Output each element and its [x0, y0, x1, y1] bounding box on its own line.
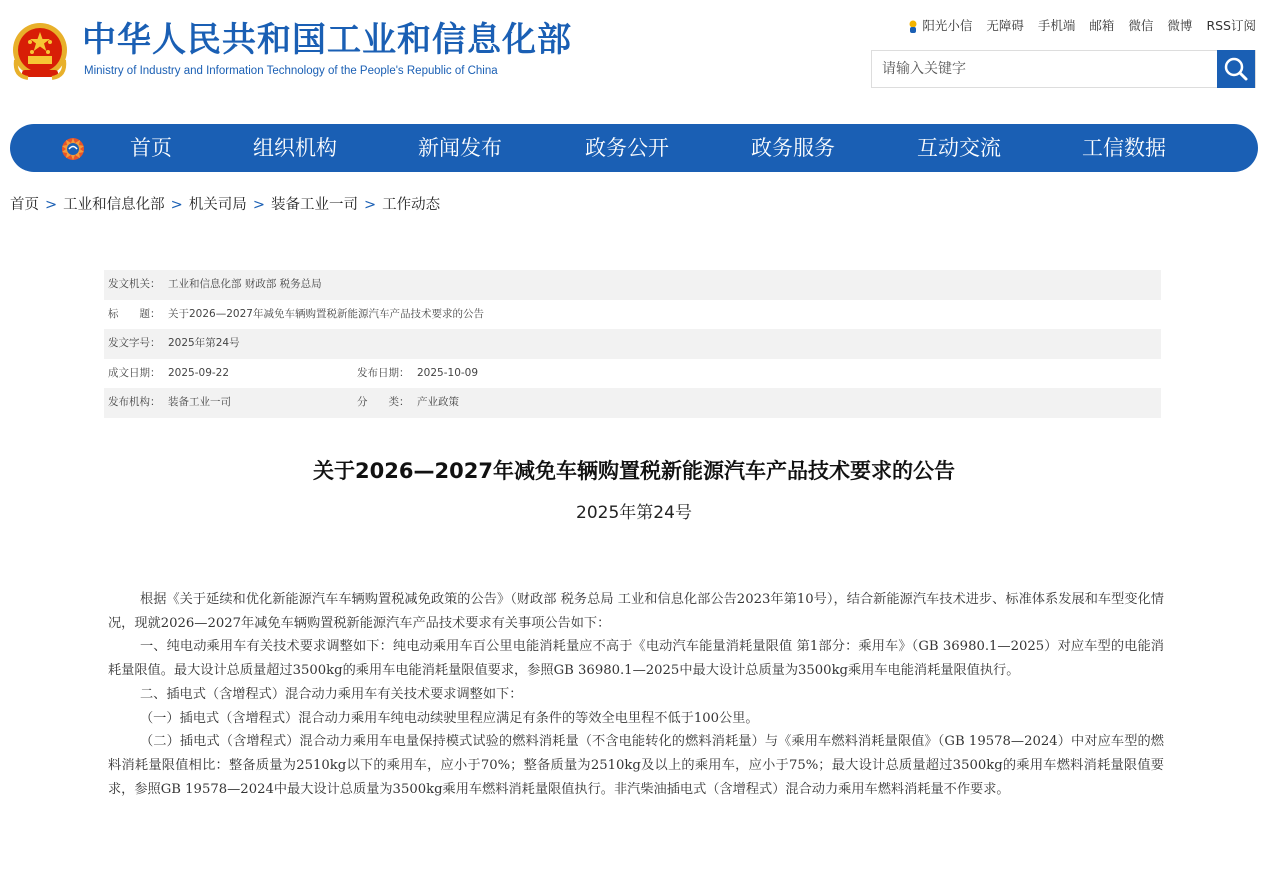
top-link-label: 阳光小信 [922, 18, 973, 33]
top-link-weibo[interactable]: 微博 [1167, 18, 1193, 33]
nav-data[interactable]: 工信数据 [1082, 136, 1166, 160]
meta-doc-no-label: 发文字号： [108, 337, 161, 349]
breadcrumb-separator: > [170, 197, 183, 213]
top-link-rss[interactable]: RSS订阅 [1206, 18, 1256, 33]
top-link-wechat[interactable]: 微信 [1128, 18, 1154, 33]
breadcrumb-departments[interactable]: 机关司局 [188, 197, 247, 213]
breadcrumb-separator: > [363, 197, 377, 213]
body-paragraph: 二、插电式（含增程式）混合动力乘用车有关技术要求调整如下： [140, 686, 523, 702]
meta-published-value: 2025-10-09 [417, 366, 479, 379]
search-button[interactable] [1217, 50, 1255, 88]
main-nav [10, 124, 1258, 172]
top-link-mobile[interactable]: 手机端 [1037, 18, 1076, 33]
meta-org-value: 装备工业一司 [168, 396, 231, 408]
body-paragraph: 根据《关于延续和优化新能源汽车车辆购置税减免政策的公告》（财政部 税务总局 工业和信息化部公告2023年第10号），结合新能源汽车技术进步、标准体系发展和车型变化情况，现就2026—2027年减免车辆购置税新能源汽车产品技术要求有关事项公告如下： [108, 592, 1164, 631]
meta-written-value: 2025-09-22 [168, 366, 230, 379]
meta-category-value: 产业政策 [417, 396, 459, 408]
meta-doc-no-value: 2025年第24号 [168, 337, 240, 349]
breadcrumb-separator: > [252, 197, 265, 213]
meta-row-org [104, 388, 1161, 418]
body-paragraph: （二）插电式（含增程式）混合动力乘用车电量保持模式试验的燃料消耗量（不含电能转化的燃料消耗量）与《乘用车燃料消耗量限值》（GB 19578—2024）中对应车型的燃料消耗量限值相比：整备质量为2510kg以下的乘用车，应小于70%；整备质量为2510kg及以上的乘用车，应小于75%；最大设计总质量超过3500kg的乘用车燃料消耗量限值要求，参照GB 19578—2024中最大设计总质量为3500kg乘用车燃料消耗量限值执行。非汽柴油插电式（含增程式）混合动力乘用车燃料消耗量不作要求。 [108, 734, 1164, 797]
breadcrumb [10, 193, 440, 214]
breadcrumb-work-news[interactable]: 工作动态 [382, 197, 441, 213]
breadcrumb-separator: > [45, 197, 58, 213]
meta-published-label: 发布日期： [357, 366, 410, 379]
search-input[interactable] [872, 51, 1212, 87]
nav-news[interactable]: 新闻发布 [418, 136, 502, 160]
body-paragraph: 一、纯电动乘用车有关技术要求调整如下：纯电动乘用车百公里电能消耗量应不高于《电动汽车能量消耗量限值 第1部分：乘用车》（GB 36980.1—2025）对应车型的电能消耗量限值。最大设计总质量超过3500kg的乘用车电能消耗量限值要求，参照GB 36980.1—2025中最大设计总质量为3500kg乘用车电能消耗量限值执行。 [108, 639, 1164, 679]
nav-organization[interactable]: 组织机构 [253, 136, 337, 160]
nav-home[interactable]: 首页 [130, 136, 172, 160]
nav-interaction[interactable]: 互动交流 [917, 136, 1001, 160]
breadcrumb-miit[interactable]: 工业和信息化部 [63, 197, 165, 213]
site-title: 中华人民共和国工业和信息化部 [82, 20, 572, 60]
mascot-icon [908, 20, 918, 34]
document-body [108, 588, 1164, 801]
meta-row-issuer [104, 270, 1161, 300]
top-links [908, 16, 1256, 34]
nav-gov-services[interactable]: 政务服务 [751, 136, 835, 160]
document-title: 关于2026—2027年减免车辆购置税新能源汽车产品技术要求的公告 [313, 459, 955, 483]
body-paragraph: （一）插电式（含增程式）混合动力乘用车纯电动续驶里程应满足有条件的等效全电里程不低于100公里。 [140, 710, 759, 726]
meta-written-label: 成文日期： [108, 366, 161, 379]
top-link-accessibility[interactable]: 无障碍 [986, 18, 1024, 33]
document-number: 2025年第24号 [576, 503, 692, 523]
meta-category-label: 分 类： [357, 396, 410, 408]
site-subtitle: Ministry of Industry and Information Technology of the People's Republic of China [84, 65, 498, 77]
breadcrumb-home[interactable]: 首页 [10, 197, 39, 213]
meta-row-title [104, 300, 1161, 330]
search-icon [1217, 50, 1255, 88]
meta-row-dates [104, 359, 1161, 389]
meta-title-value: 关于2026—2027年减免车辆购置税新能源汽车产品技术要求的公告 [168, 307, 484, 320]
meta-org-label: 发布机构： [108, 396, 161, 408]
national-emblem-icon [8, 20, 72, 84]
top-link-sunshine[interactable] [908, 16, 972, 34]
miit-logo-icon [58, 134, 88, 164]
document-meta [104, 270, 1161, 418]
nav-gov-affairs[interactable]: 政务公开 [585, 136, 669, 160]
meta-title-label: 标 题： [108, 307, 161, 320]
search-box [871, 50, 1256, 88]
meta-row-doc-no [104, 329, 1161, 359]
meta-issuer-label: 发文机关： [108, 278, 161, 290]
top-link-mail[interactable]: 邮箱 [1089, 18, 1115, 33]
breadcrumb-equipment-dept[interactable]: 装备工业一司 [270, 197, 358, 213]
meta-issuer-value: 工业和信息化部 财政部 税务总局 [168, 278, 322, 290]
